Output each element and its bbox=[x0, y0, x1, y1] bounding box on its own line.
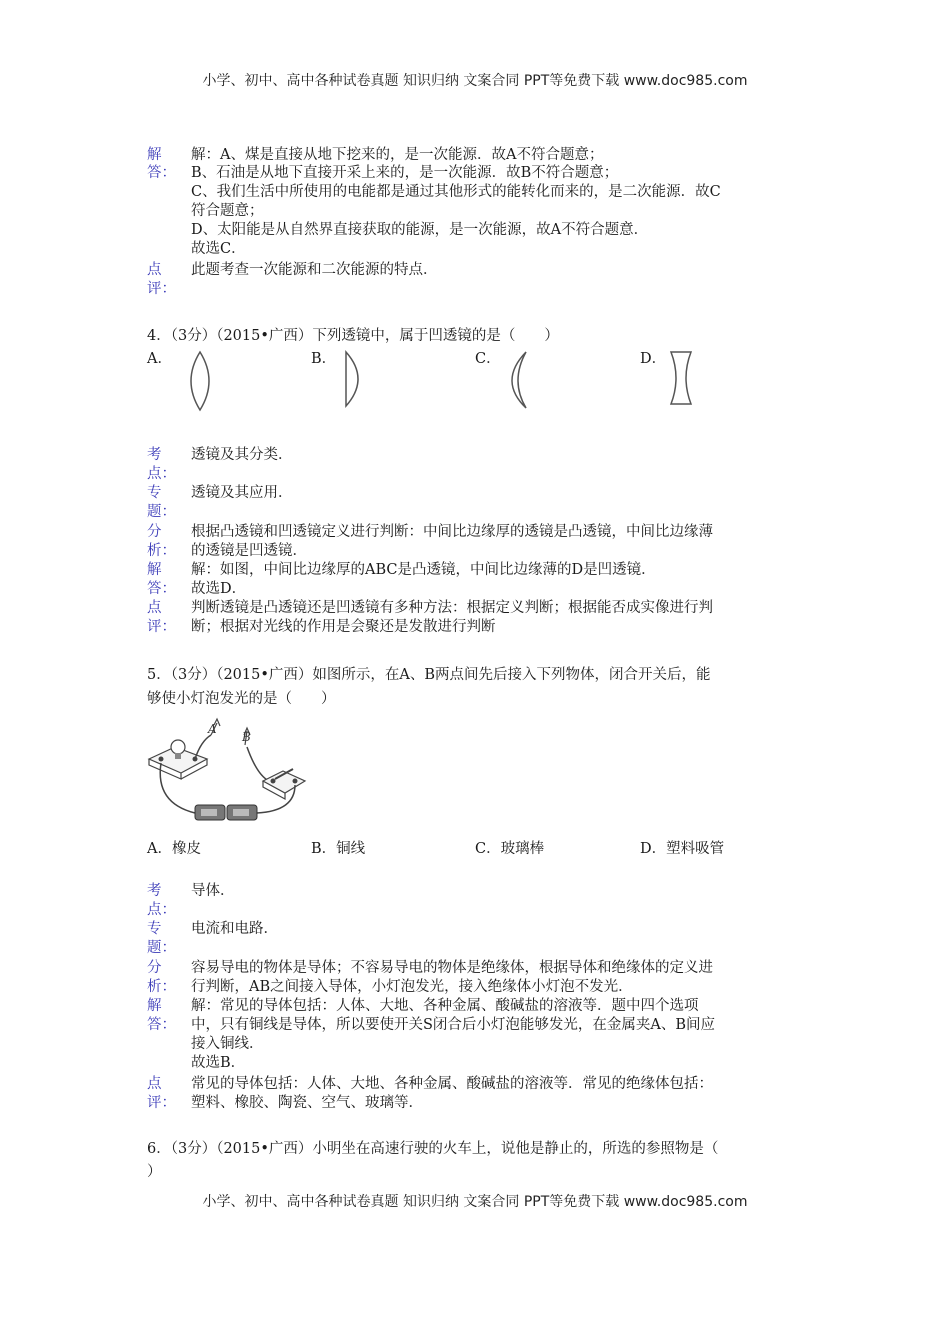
q4-zhuanti-label-2: 题： bbox=[147, 504, 176, 520]
q5-fenxi-line: 行判断，AB之间接入导体，小灯泡发光，接入绝缘体小灯泡不发光． bbox=[191, 979, 633, 995]
q3-solution-line: 解：A、煤是直接从地下挖来的，是一次能源．故A不符合题意； bbox=[191, 147, 604, 163]
q4-stem: 4．（3分）（2015•广西）下列透镜中，属于凹透镜的是（ ） bbox=[147, 328, 559, 344]
q6-stem-line: ） bbox=[147, 1164, 162, 1180]
q5-jieda-line: 接入铜线． bbox=[191, 1036, 264, 1052]
q5-dianping-label-2: 评： bbox=[147, 1095, 176, 1111]
q4-fenxi-line: 根据凸透镜和凹透镜定义进行判断：中间比边缘厚的透镜是凸透镜，中间比边缘薄 bbox=[191, 524, 713, 540]
q5-kaodian-label-2: 点： bbox=[147, 902, 176, 918]
q4-zhuanti-text: 透镜及其应用． bbox=[191, 485, 293, 501]
q5-fenxi-label-2: 析： bbox=[147, 979, 176, 995]
q5-option-d: D．塑料吸管 bbox=[640, 841, 725, 857]
q4-jieda-label-2: 答： bbox=[147, 581, 176, 597]
q5-zhuanti-label-1: 专 bbox=[147, 921, 162, 937]
circuit-figure bbox=[145, 715, 305, 827]
q4-option-b: B． bbox=[311, 351, 337, 367]
q4-zhuanti-label-1: 专 bbox=[147, 485, 162, 501]
q4-jieda-line: 解：如图，中间比边缘厚的ABC是凸透镜，中间比边缘薄的D是凹透镜． bbox=[191, 562, 656, 578]
q5-fenxi-label-1: 分 bbox=[147, 960, 162, 976]
q3-comment-label-1: 点 bbox=[147, 262, 162, 278]
q3-solution-label-2: 答： bbox=[147, 165, 176, 181]
q5-jieda-label-1: 解 bbox=[147, 998, 162, 1014]
q5-jieda-line: 故选B． bbox=[191, 1055, 246, 1071]
label-b: B bbox=[242, 730, 251, 744]
biconvex-lens-figure bbox=[180, 350, 220, 412]
q4-dianping-line: 判断透镜是凸透镜还是凹透镜有多种方法：根据定义判断；根据能否成实像进行判 bbox=[191, 600, 713, 616]
q5-stem-line: 够使小灯泡发光的是（ ） bbox=[147, 691, 336, 707]
q5-jieda-line: 解：常见的导体包括：人体、大地、各种金属、酸碱盐的溶液等．题中四个选项 bbox=[191, 998, 699, 1014]
q4-fenxi-label-1: 分 bbox=[147, 524, 162, 540]
q4-kaodian-label-1: 考 bbox=[147, 447, 162, 463]
q4-kaodian-text: 透镜及其分类． bbox=[191, 447, 293, 463]
q3-comment-line: 此题考查一次能源和二次能源的特点． bbox=[191, 262, 438, 278]
q5-option-c: C．玻璃棒 bbox=[475, 841, 545, 857]
q3-solution-label-1: 解 bbox=[147, 147, 162, 163]
q4-jieda-label-1: 解 bbox=[147, 562, 162, 578]
q5-dianping-line: 常见的导体包括：人体、大地、各种金属、酸碱盐的溶液等．常见的绝缘体包括： bbox=[191, 1076, 713, 1092]
q5-dianping-line: 塑料、橡胶、陶瓷、空气、玻璃等． bbox=[191, 1095, 423, 1111]
q6-stem-line: 6．（3分）（2015•广西）小明坐在高速行驶的火车上，说他是静止的，所选的参照物是（ bbox=[147, 1141, 719, 1157]
bulb-icon bbox=[171, 740, 185, 754]
q3-comment-label-2: 评： bbox=[147, 281, 176, 297]
q5-zhuanti-text: 电流和电路． bbox=[191, 921, 278, 937]
q4-kaodian-label-2: 点： bbox=[147, 466, 176, 482]
meniscus-lens-figure bbox=[500, 350, 534, 412]
q5-option-b: B．铜线 bbox=[311, 841, 366, 857]
q5-fenxi-line: 容易导电的物体是导体；不容易导电的物体是绝缘体，根据导体和绝缘体的定义进 bbox=[191, 960, 713, 976]
q3-solution-line: D、太阳能是从自然界直接获取的能源，是一次能源，故A不符合题意． bbox=[191, 222, 649, 238]
q5-zhuanti-label-2: 题： bbox=[147, 940, 176, 956]
q4-dianping-label-2: 评： bbox=[147, 619, 176, 635]
q4-option-d: D． bbox=[640, 351, 667, 367]
q4-fenxi-line: 的透镜是凹透镜． bbox=[191, 543, 307, 559]
page-footer: 小学、初中、高中各种试卷真题 知识归纳 文案合同 PPT等免费下载 www.doc985.com bbox=[202, 1194, 748, 1210]
q4-dianping-line: 断；根据对光线的作用是会聚还是发散进行判断 bbox=[191, 619, 496, 635]
label-a: A bbox=[208, 722, 217, 736]
q4-jieda-line: 故选D． bbox=[191, 581, 247, 597]
q4-dianping-label-1: 点 bbox=[147, 600, 162, 616]
q5-kaodian-text: 导体． bbox=[191, 883, 235, 899]
q4-option-c: C． bbox=[475, 351, 501, 367]
q4-fenxi-label-2: 析： bbox=[147, 543, 176, 559]
q4-option-a: A． bbox=[147, 351, 172, 367]
q5-stem-line: 5．（3分）（2015•广西）如图所示，在A、B两点间先后接入下列物体，闭合开关后，能 bbox=[147, 667, 711, 683]
q5-jieda-label-2: 答： bbox=[147, 1017, 176, 1033]
q3-solution-line: 符合题意； bbox=[191, 203, 264, 219]
page-header: 小学、初中、高中各种试卷真题 知识归纳 文案合同 PPT等免费下载 www.doc985.com bbox=[202, 73, 748, 89]
q5-option-a: A．橡皮 bbox=[147, 841, 201, 857]
q5-kaodian-label-1: 考 bbox=[147, 883, 162, 899]
plano-convex-lens-figure bbox=[340, 350, 370, 410]
q3-solution-line: C、我们生活中所使用的电能都是通过其他形式的能转化而来的，是二次能源．故C bbox=[191, 184, 721, 200]
q5-jieda-line: 中，只有铜线是导体，所以要使开关S闭合后小灯泡能够发光，在金属夹A、B间应 bbox=[191, 1017, 716, 1033]
q5-dianping-label-1: 点 bbox=[147, 1076, 162, 1092]
q3-solution-line: 故选C． bbox=[191, 241, 246, 257]
q3-solution-line: B、石油是从地下直接开采上来的，是一次能源．故B不符合题意； bbox=[191, 165, 619, 181]
biconcave-lens-figure bbox=[668, 350, 694, 408]
